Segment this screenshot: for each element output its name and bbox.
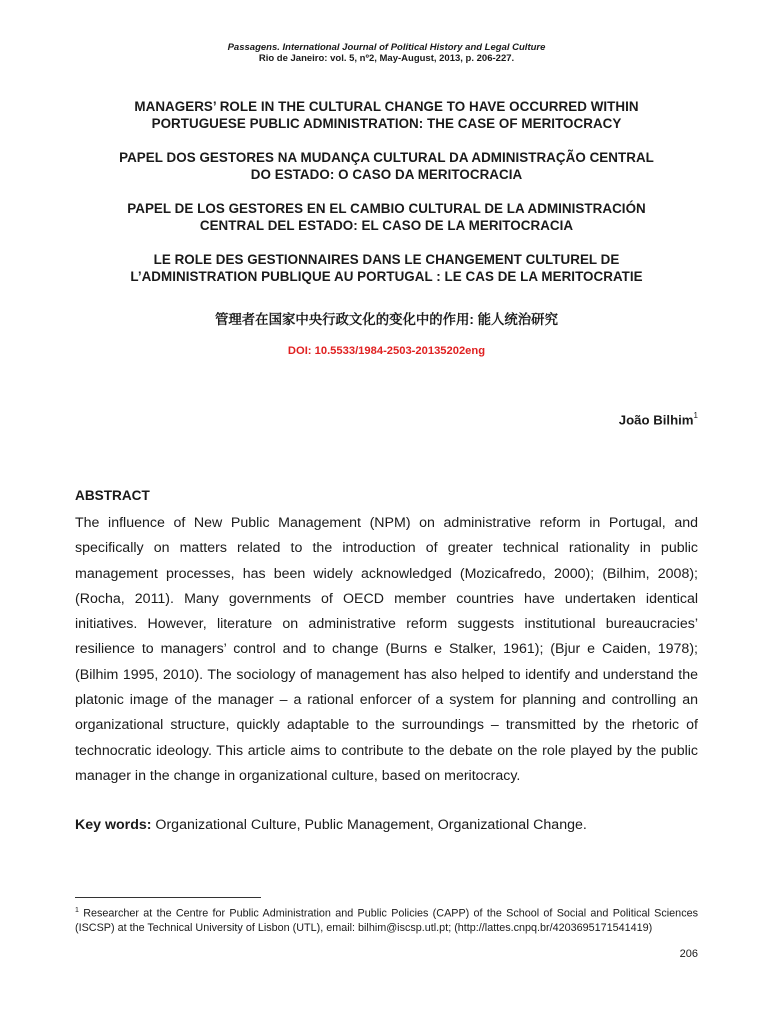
doi-link[interactable]: DOI: 10.5533/1984-2503-20135202eng: [287, 345, 486, 357]
title-es-line-1: PAPEL DE LOS GESTORES EN EL CAMBIO CULTURAL DE LA ADMINISTRACIÓN: [127, 201, 646, 216]
journal-header: [75, 42, 698, 64]
journal-issue: Rio de Janeiro: vol. 5, nº2, May-August, 2013, p. 206-227.: [258, 53, 515, 64]
title-fr-line-2: L’ADMINISTRATION PUBLIQUE AU PORTUGAL : LE CAS DE LA MERITOCRATIE: [130, 269, 643, 284]
footnote: [75, 904, 698, 935]
title-english: [75, 98, 698, 132]
keywords: [75, 813, 698, 838]
title-en-line-2: PORTUGUESE PUBLIC ADMINISTRATION: THE CASE OF MERITOCRACY: [151, 116, 622, 131]
title-french: [75, 251, 698, 285]
paper-page: [75, 0, 698, 1024]
title-en-line-1: MANAGERS’ ROLE IN THE CULTURAL CHANGE TO HAVE OCCURRED WITHIN: [134, 99, 639, 114]
title-block: [75, 98, 698, 302]
author-footnote-mark: 1: [693, 411, 698, 420]
page-number: 206: [679, 948, 698, 960]
abstract-body: The influence of New Public Management (NPM) on administrative reform in Portugal, and specifically on matters related to the introduction of greater technical rationality in public management processes, has been widely acknowledged (Mozicafredo, 2000); (Bilhim, 2008); (Rocha, 2011). Many governments of OECD member countries have undertaken identical initiatives. However, literature on administrative reform suggests institutional bureaucracies’ resilience to managers’ control and to change (Burns e Stalker, 1961); (Bjur e Caiden, 1978); (Bilhim 1995, 2010). The sociology of management has also helped to identify and understand the platonic image of the manager – a rational enforcer of a system for planning and controlling an organizational structure, quickly adaptable to the surroundings – transmitted by the rhetoric of technocratic ideology. This article aims to contribute to the debate on the role played by the public manager in the change in organizational culture, based on meritocracy.: [75, 515, 698, 784]
abstract-heading: ABSTRACT: [75, 488, 150, 503]
title-chinese: 管理者在国家中央行政文化的变化中的作用: 能人统治研究: [215, 312, 558, 327]
title-portuguese: [75, 149, 698, 183]
title-pt-line-2: DO ESTADO: O CASO DA MERITOCRACIA: [250, 167, 523, 182]
title-fr-line-1: LE ROLE DES GESTIONNAIRES DANS LE CHANGEMENT CULTUREL DE: [153, 252, 620, 267]
keywords-label: Key words:: [75, 817, 152, 833]
footnote-mark: 1: [75, 907, 79, 914]
footnote-divider: [75, 897, 261, 898]
keywords-text: Organizational Culture, Public Management, Organizational Change.: [151, 817, 587, 833]
title-spanish: [75, 200, 698, 234]
title-es-line-2: CENTRAL DEL ESTADO: EL CASO DE LA MERITOCRACIA: [199, 218, 574, 233]
journal-title: Passagens. International Journal of Political History and Legal Culture: [227, 42, 546, 53]
title-pt-line-1: PAPEL DOS GESTORES NA MUDANÇA CULTURAL DA ADMINISTRAÇÃO CENTRAL: [119, 150, 654, 165]
author-name: [619, 412, 698, 427]
author-name-text: João Bilhim: [618, 412, 694, 428]
footnote-text: Researcher at the Centre for Public Administration and Public Policies (CAPP) of the School of Social and Political Sciences (ISCSP) at the Technical University of Lisbon (UTL), email: bilhim@iscsp.utl.pt; (http://lattes.cnpq.br/4203695171541419): [75, 907, 698, 934]
